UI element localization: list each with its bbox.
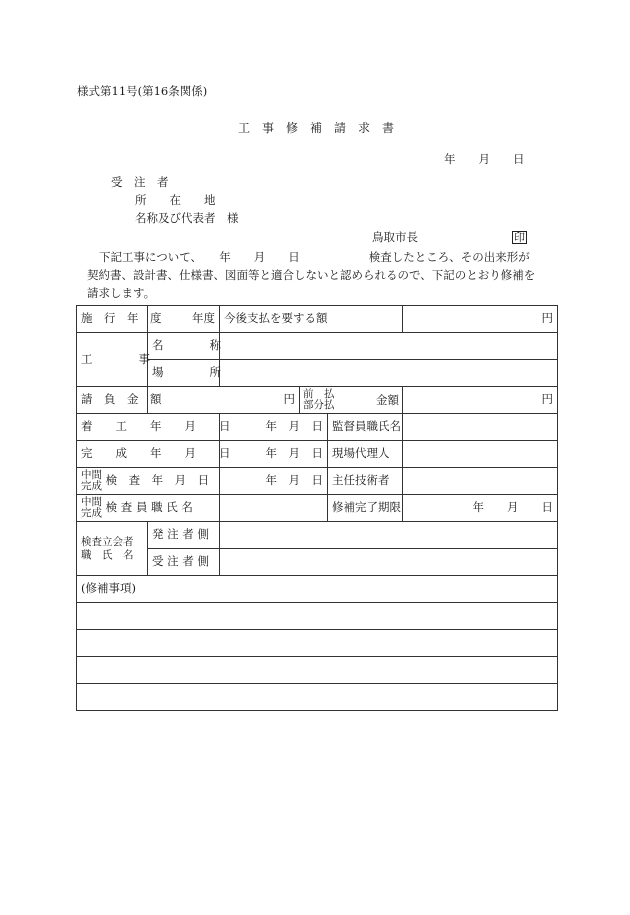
repair-deadline-label: 修補完了期限 [328, 495, 403, 522]
advance-label-stack [303, 389, 335, 411]
row-witness-contractor [77, 549, 558, 576]
site-agent-label: 現場代理人 [328, 441, 403, 468]
witness-label-line-1: 検査立会者 [81, 536, 134, 549]
repair-item-input-2[interactable] [77, 630, 558, 657]
contractor-side-value[interactable] [220, 549, 558, 576]
repair-deadline-value[interactable]: 年 月 日 [403, 495, 558, 522]
advance-payment-label [300, 387, 403, 414]
row-contract-amount [77, 387, 558, 414]
row-work-name [77, 333, 558, 360]
seal-mark: 印 [514, 231, 525, 244]
body-line-3: 請求します。 [87, 286, 156, 300]
fiscal-year-label: 施 行 年 度 [77, 306, 148, 333]
repair-item-input-4[interactable] [77, 684, 558, 711]
mid-completion-stack [81, 470, 102, 492]
contractor-side-label: 受 注 者 側 [148, 549, 220, 576]
repair-item-input-3[interactable] [77, 657, 558, 684]
repair-item-line-1 [77, 603, 558, 630]
work-name-label: 名 称 [148, 333, 220, 360]
repair-item-line-3 [77, 657, 558, 684]
issue-date: 年 月 日 [444, 152, 525, 166]
work-label: 工 事 [77, 333, 148, 387]
repair-item-input-1[interactable] [77, 603, 558, 630]
work-place-label: 場 所 [148, 360, 220, 387]
address-label: 所 在 地 [135, 193, 216, 207]
future-payment-value[interactable]: 円 [403, 306, 558, 333]
partial-label: 部分払 [303, 398, 335, 411]
future-payment-label: 今後支払を要する額 [220, 306, 403, 333]
completion-label-2: 完成 [81, 507, 102, 519]
chief-engineer-label: 主任技術者 [328, 468, 403, 495]
row-repair-items-header [77, 576, 558, 603]
orderer-side-value[interactable] [220, 522, 558, 549]
contract-amount-value[interactable]: 円 [148, 387, 300, 414]
orderer-side-label: 発 注 者 側 [148, 522, 220, 549]
form-number: 様式第11号(第16条関係) [77, 84, 208, 98]
row-inspector [77, 495, 558, 522]
mid-completion-stack-2 [81, 497, 102, 519]
completion-date-value[interactable]: 年 月 日 [220, 441, 328, 468]
work-place-value[interactable] [220, 360, 558, 387]
repair-item-line-2 [77, 630, 558, 657]
mid-label-2: 中間 [81, 495, 102, 508]
repair-item-line-4 [77, 684, 558, 711]
row-witness-orderer [77, 522, 558, 549]
start-date-value[interactable]: 年 月 日 [220, 414, 328, 441]
advance-label: 前 払 [303, 387, 335, 400]
row-start [77, 414, 558, 441]
inspection-date-value[interactable]: 年 月 日 [220, 468, 328, 495]
document-title: 工 事 修 補 請 求 書 [238, 121, 395, 135]
body-line-1: 下記工事について、 年 月 日 検査したところ、その出来形が [99, 250, 530, 264]
row-inspection-date [77, 468, 558, 495]
witness-label-line-2: 職 氏 名 [81, 548, 134, 561]
chief-engineer-value[interactable] [403, 468, 558, 495]
inspection-date-label [77, 468, 220, 495]
repair-items-label: (修補事項) [77, 576, 558, 603]
name-label: 名称及び代表者 様 [135, 211, 239, 225]
row-completion [77, 441, 558, 468]
supervisor-label: 監督員職氏名 [328, 414, 403, 441]
start-date-label: 着 工 年 月 日 [77, 414, 220, 441]
inspection-date-text: 検 査 年 月 日 [105, 473, 210, 487]
recipient-label: 受 注 者 [111, 175, 169, 189]
row-fiscal-year [77, 306, 558, 333]
body-line-2: 契約書、設計書、仕様書、図面等と適合しないと認められるので、下記のとおり修補を [87, 268, 536, 282]
completion-label: 完成 [81, 480, 102, 492]
inspector-label [77, 495, 220, 522]
contract-amount-label: 請 負 金 額 [77, 387, 148, 414]
work-name-value[interactable] [220, 333, 558, 360]
site-agent-value[interactable] [403, 441, 558, 468]
inspector-text: 検 査 員 職 氏 名 [105, 500, 193, 514]
inspector-value[interactable] [220, 495, 328, 522]
witness-label [77, 522, 148, 576]
mid-label: 中間 [81, 468, 102, 481]
issuer-name: 鳥取市長 [372, 230, 418, 244]
fiscal-year-value[interactable]: 年度 [148, 306, 220, 333]
completion-date-label: 完 成 年 月 日 [77, 441, 220, 468]
supervisor-value[interactable] [403, 414, 558, 441]
repair-request-table [76, 305, 558, 711]
amount-label: 金額 [376, 392, 399, 407]
advance-payment-value[interactable]: 円 [403, 387, 558, 414]
